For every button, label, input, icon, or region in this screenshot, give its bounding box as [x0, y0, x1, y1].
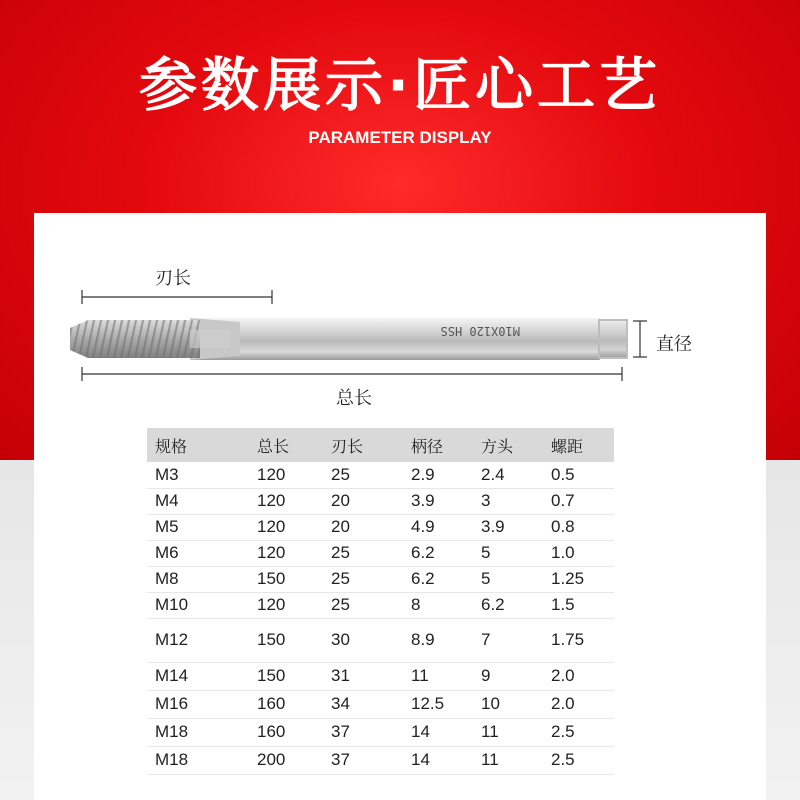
table-cell: 0.7	[537, 488, 614, 514]
page-title: 参数展示·匠心工艺	[138, 51, 662, 119]
table-cell: M14	[147, 662, 247, 690]
table-cell: 11	[471, 718, 537, 746]
table-row	[147, 488, 614, 514]
tool-marking: M10X120 HSS	[440, 324, 520, 338]
table-cell: 11	[393, 662, 471, 690]
table-cell: 0.5	[537, 462, 614, 488]
table-cell: 160	[247, 690, 319, 718]
column-header: 总长	[247, 428, 319, 462]
total-length-dimension	[82, 367, 622, 381]
table-cell: 9	[471, 662, 537, 690]
table-row	[147, 592, 614, 618]
table-cell: 34	[319, 690, 393, 718]
table-cell: 2.0	[537, 690, 614, 718]
table-cell: 150	[247, 566, 319, 592]
table-cell: 8	[393, 592, 471, 618]
table-row	[147, 566, 614, 592]
table-cell: 14	[393, 746, 471, 774]
table-row	[147, 662, 614, 690]
table-row	[147, 718, 614, 746]
table-cell: 4.9	[393, 514, 471, 540]
table-cell: 1.0	[537, 540, 614, 566]
table-cell: 6.2	[393, 566, 471, 592]
table-cell: 37	[319, 718, 393, 746]
table-cell: 120	[247, 514, 319, 540]
table-row	[147, 690, 614, 718]
table-cell: 120	[247, 592, 319, 618]
table-cell: 0.8	[537, 514, 614, 540]
table-row	[147, 540, 614, 566]
table-cell: 6.2	[393, 540, 471, 566]
table-cell: 6.2	[471, 592, 537, 618]
table-cell: 200	[247, 746, 319, 774]
table-cell: 2.4	[471, 462, 537, 488]
page-subtitle: PARAMETER DISPLAY	[308, 128, 492, 147]
table-cell: 25	[319, 592, 393, 618]
diameter-dimension	[633, 321, 647, 357]
table-cell: M12	[147, 618, 247, 662]
table-cell: 8.9	[393, 618, 471, 662]
table-cell: 37	[319, 746, 393, 774]
table-cell: M4	[147, 488, 247, 514]
table-row	[147, 462, 614, 488]
blade-length-label: 刃长	[155, 268, 191, 289]
table-cell: 7	[471, 618, 537, 662]
table-cell: 1.25	[537, 566, 614, 592]
table-cell: 3.9	[471, 514, 537, 540]
table-cell: 20	[319, 514, 393, 540]
table-cell: 5	[471, 566, 537, 592]
table-cell: M6	[147, 540, 247, 566]
table-row	[147, 618, 614, 662]
table-cell: 25	[319, 566, 393, 592]
spec-table	[147, 428, 614, 775]
tap-tool	[70, 318, 628, 360]
table-cell: 2.9	[393, 462, 471, 488]
table-cell: 3	[471, 488, 537, 514]
table-cell: 150	[247, 662, 319, 690]
table-cell: M16	[147, 690, 247, 718]
diameter-label: 直径	[656, 334, 692, 355]
table-cell: 150	[247, 618, 319, 662]
total-length-label: 总长	[336, 388, 372, 409]
table-cell: M8	[147, 566, 247, 592]
column-header: 刃长	[319, 428, 393, 462]
table-cell: 25	[319, 462, 393, 488]
table-cell: 120	[247, 488, 319, 514]
table-cell: 120	[247, 462, 319, 488]
spec-table-header	[147, 428, 614, 462]
table-cell: 2.5	[537, 718, 614, 746]
table-cell: 2.5	[537, 746, 614, 774]
table-cell: 3.9	[393, 488, 471, 514]
table-row	[147, 746, 614, 774]
table-cell: 2.0	[537, 662, 614, 690]
spec-table-body	[147, 462, 614, 774]
table-cell: 160	[247, 718, 319, 746]
table-cell: 1.5	[537, 592, 614, 618]
table-cell: 10	[471, 690, 537, 718]
column-header: 规格	[147, 428, 247, 462]
column-header: 螺距	[537, 428, 614, 462]
table-cell: 20	[319, 488, 393, 514]
column-header: 方头	[471, 428, 537, 462]
table-cell: 12.5	[393, 690, 471, 718]
table-cell: 30	[319, 618, 393, 662]
table-cell: 5	[471, 540, 537, 566]
table-cell: 11	[471, 746, 537, 774]
table-cell: M5	[147, 514, 247, 540]
table-cell: 14	[393, 718, 471, 746]
table-cell: 25	[319, 540, 393, 566]
table-cell: 1.75	[537, 618, 614, 662]
table-cell: 120	[247, 540, 319, 566]
table-cell: M3	[147, 462, 247, 488]
table-cell: M10	[147, 592, 247, 618]
blade-length-dimension	[82, 290, 272, 304]
table-cell: M18	[147, 718, 247, 746]
column-header: 柄径	[393, 428, 471, 462]
table-cell: M18	[147, 746, 247, 774]
table-cell: 31	[319, 662, 393, 690]
table-row	[147, 514, 614, 540]
